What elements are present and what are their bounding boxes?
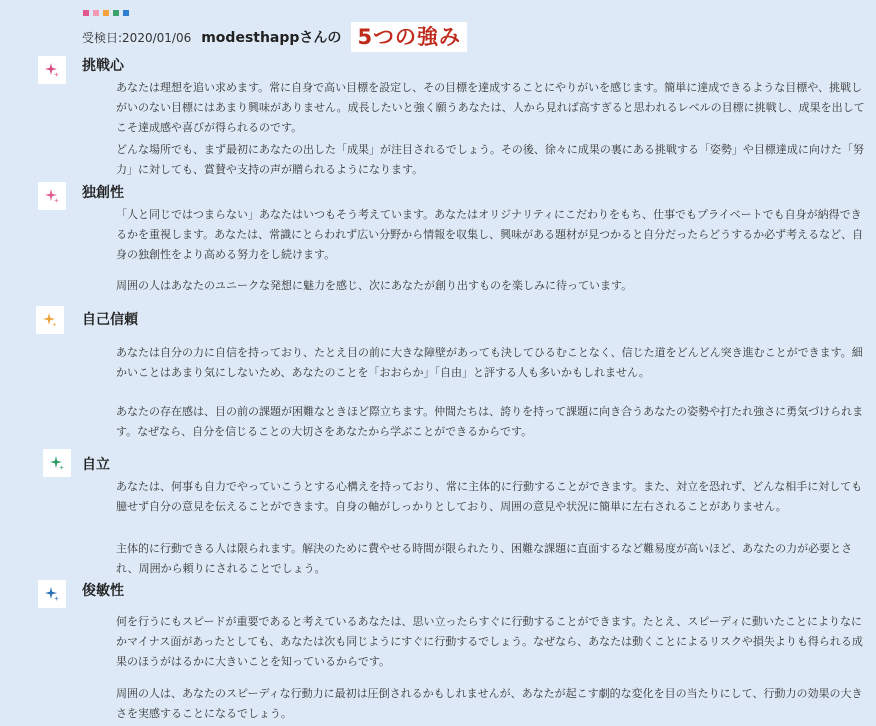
- strength-paragraph: 「人と同じではつまらない」あなたはいつもそう考えています。あなたはオリジナリティにこだわりをもち、仕事でもプライベートでも自身が納得できるかを重視します。あなたは、常識にとらわれず広い分野から情報を収集し、興味がある題材が見つかると自分だったらどうするか必ず考えるなど、自身の独創性をより高める努力をし続けます。: [116, 208, 864, 261]
- page-header: [82, 22, 467, 52]
- strength-paragraph: 周囲の人は、あなたのスピーディな行動力に最初は圧倒されるかもしれませんが、あなたが起こす劇的な変化を目の当たりにして、行動力の効果の大きさを実感することになるでしょう。: [116, 687, 863, 720]
- sparkle-icon: [38, 56, 66, 84]
- color-dot: [103, 10, 109, 16]
- color-dot: [123, 10, 129, 16]
- strength-paragraph: あなたの存在感は、目の前の課題が困難なときほど際立ちます。仲間たちは、誇りを持って課題に向き合うあなたの姿勢や打たれ強さに勇気づけられます。なぜなら、自分を信じることの大切さをあなたから学ぶことができるからです。: [116, 405, 864, 438]
- sparkle-icon: [36, 306, 64, 334]
- strength-paragraph: 周囲の人はあなたのユニークな発想に魅力を感じ、次にあなたが創り出すものを楽しみに待っています。: [116, 279, 633, 292]
- sparkle-icon: [43, 449, 71, 477]
- strength-paragraph: 主体的に行動できる人は限られます。解決のために費やせる時間が限られたり、困難な課題に直面するなど難易度が高いほど、あなたの力が必要とされ、周囲から頼りにされることでしょう。: [116, 542, 853, 575]
- color-dot: [113, 10, 119, 16]
- strength-heading: 自立: [82, 457, 110, 473]
- strength-paragraph: あなたは自分の力に自信を持っており、たとえ目の前に大きな障壁があっても決してひるむことなく、信じた道をどんどん突き進むことができます。細かいことはあまり気にしないため、あなたのことを「おおらか」「自由」と評する人も多いかもしれません。: [116, 346, 863, 379]
- strength-paragraph: あなたは、何事も自力でやっていこうとする心構えを持っており、常に主体的に行動することができます。また、対立を恐れず、どんな相手に対しても臆せず自分の意見を伝えることができます。自身の軸がしっかりとしており、周囲の意見や状況に簡単に左右されることがありません。: [116, 480, 863, 513]
- strength-heading: 俊敏性: [82, 583, 124, 599]
- strength-heading: 自己信頼: [82, 312, 138, 328]
- color-dot: [83, 10, 89, 16]
- strength-paragraph: あなたは理想を追い求めます。常に自身で高い目標を設定し、その目標を達成することにやりがいを感じます。簡単に達成できるような目標や、挑戦しがいのない目標にはあまり興味がありません。成長したいと強く願うあなたは、人から見れば高すぎると思われるレベルの目標に挑戦し、成果を出してこそ達成感や喜びが得られるのです。: [116, 81, 865, 134]
- strength-heading: 独創性: [82, 185, 124, 201]
- sparkle-icon: [38, 182, 66, 210]
- strength-paragraph: 何を行うにもスピードが重要であると考えているあなたは、思い立ったらすぐに行動することができます。たとえ、スピーディに動いたことによりなにかマイナス面があったとしても、あなたは次も同じようにすぐに行動するでしょう。なぜなら、あなたは動くことによるリスクや損失よりも得られる成果のほうがはるかに大きいことを知っているからです。: [116, 615, 863, 668]
- sparkle-icon: [38, 580, 66, 608]
- color-dots: [83, 10, 129, 16]
- strength-heading: 挑戦心: [82, 58, 124, 74]
- user-name: modesthappさんの: [201, 30, 342, 46]
- test-date: 受検日:2020/01/06: [82, 30, 192, 45]
- color-dot: [93, 10, 99, 16]
- strength-paragraph: どんな場所でも、まず最初にあなたの出した「成果」が注目されるでしょう。その後、徐々に成果の裏にある挑戦する「姿勢」や目標達成に向けた「努力」に対しても、賞賛や支持の声が贈られるようになります。: [116, 143, 864, 176]
- page-title: 5つの強み: [351, 22, 467, 52]
